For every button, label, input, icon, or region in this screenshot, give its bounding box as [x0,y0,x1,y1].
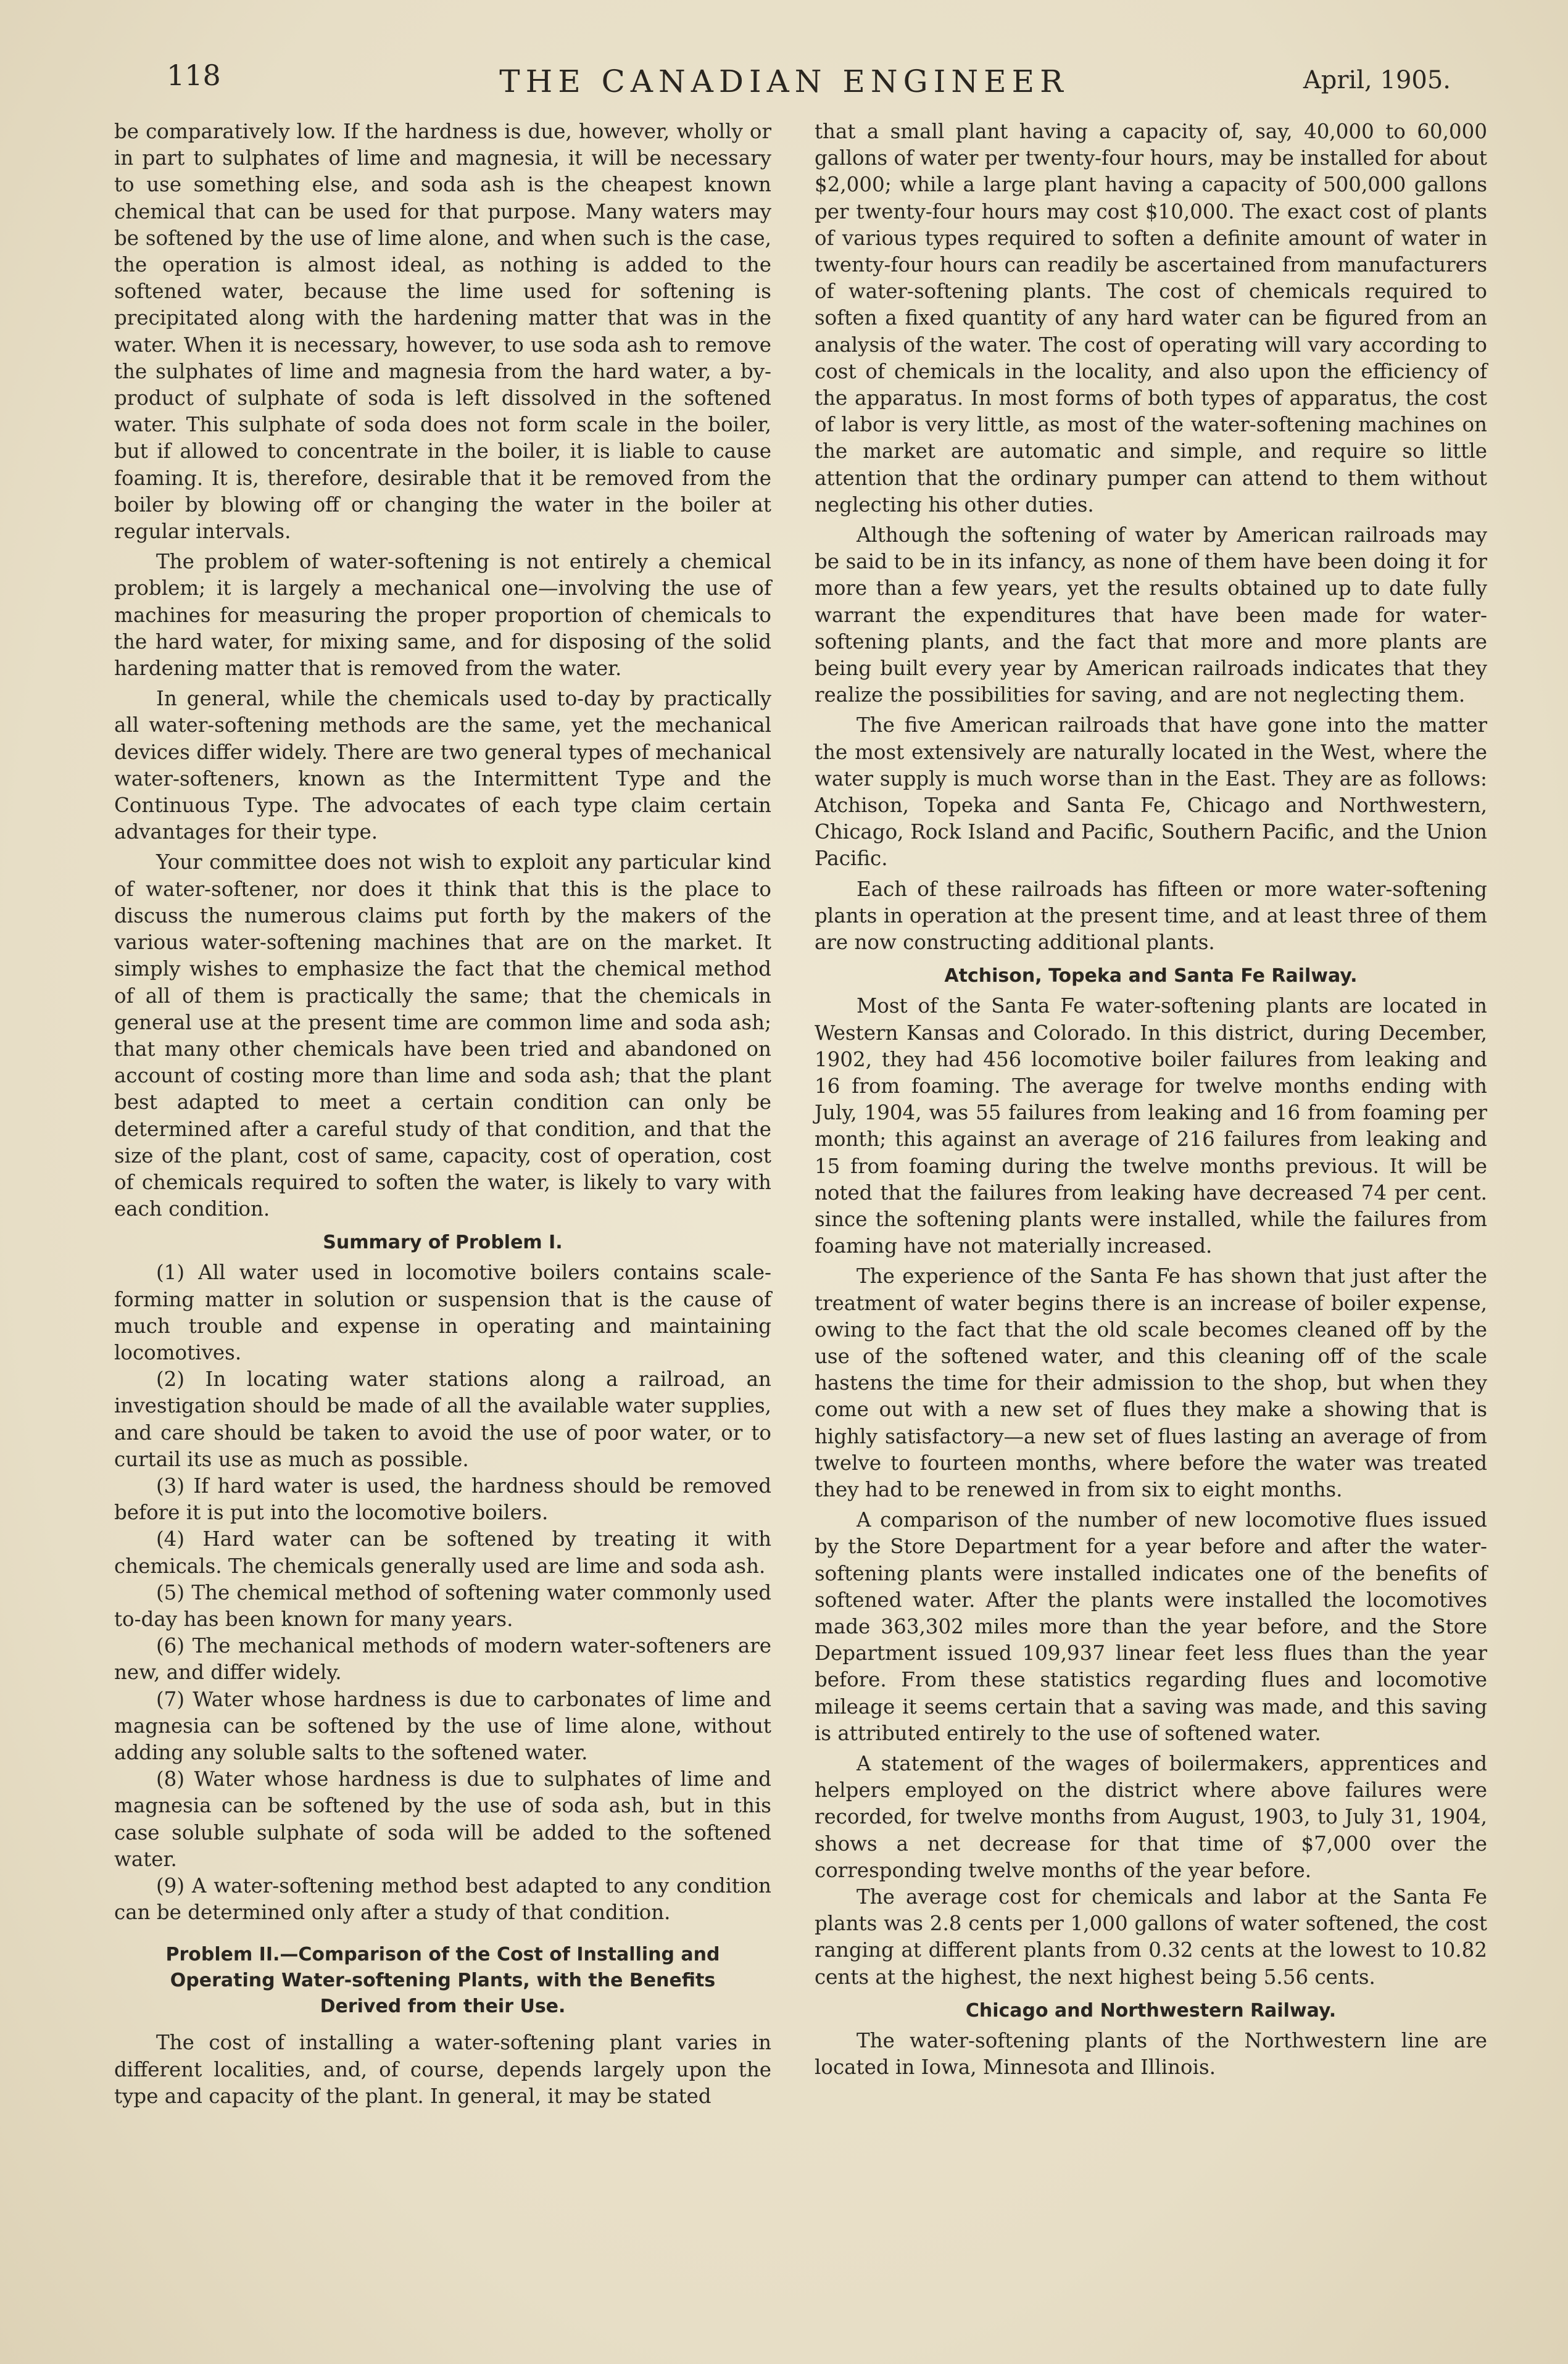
issue-date: April, 1905. [1303,66,1451,94]
section-heading: Atchison, Topeka and Santa Fe Railway. [944,965,1358,987]
paragraph: The problem of water-softening is not entirely a chemical problem; it is largely a mechanical one—involving the use of machines for measuring the proper proportion of chemicals to the hard water, for mixing same, and for disposing of the solid hardening matter that is removed from the water. [114,550,771,681]
section-heading-problem-2 [114,1942,771,2020]
page-header [86,59,1482,108]
summary-item: (4) Hard water can be softened by treating it with chemicals. The chemicals generally used are lime and soda ash. [114,1527,771,1578]
summary-item: (9) A water-softening method best adapted to any condition can be determined only after a study of that condition. [114,1874,771,1925]
summary-item: (1) All water used in locomotive boilers contains scale-forming matter in solution or suspension that is the cause of much trouble and expense in operating and maintaining locomotives. [114,1261,771,1364]
page-number: 118 [167,59,221,92]
paragraph: that a small plant having a capacity of, say, 40,000 to 60,000 gallons of water per twenty-four hours, may be installed for about $2,000; while a large plant having a capacity of 500,000 gallons per twenty-four hours may cost $10,000. The exact cost of plants of various types required to soften a definite amount of water in twenty-four hours can readily be ascertained from manufacturers of water-softening plants. The cost of chemicals required to soften a fixed quantity of any hard water can be figured from an analysis of the water. The cost of operating will vary according to cost of chemicals in the locality, and also upon the efficiency of the apparatus. In most forms of both types of apparatus, the cost of labor is very little, as most of the water-softening machines on the market are automatic and simple, and require so little attention that the ordinary pumper can attend to them without neglecting his other duties. [815,120,1487,516]
paragraph: A statement of the wages of boilermakers, apprentices and helpers employed on the district where above failures were recorded, for twelve months from August, 1903, to July 31, 1904, shows a net decrease for that time of $7,000 over the corresponding twelve months of the year before. [815,1751,1487,1882]
paragraph: Most of the Santa Fe water-softening plants are located in Western Kansas and Colorado. In this district, during December, 1902, they had 456 locomotive boiler failures from leaking and 16 from foaming. The average for twelve months ending with July, 1904, was 55 failures from leaking and 16 from foaming per month; this against an average of 216 failures from leaking and 15 from foaming during the twelve months previous. It will be noted that the failures from leaking have decreased 74 per cent. since the softening plants were installed, while the failures from foaming have not materially increased. [815,994,1487,1258]
paragraph: Although the softening of water by American railroads may be said to be in its infancy, as none of them have been doing it for more than a few years, yet the results obtained up to date fully warrant the expenditures that have been made for water-softening plants, and the fact that more and more plants are being built every year by American railroads indicates that they realize the possibilities for saving, and are not neglecting them. [815,523,1487,707]
section-heading: Summary of Problem I. [323,1232,563,1254]
heading-line: Problem II.—Comparison of the Cost of Installing and [165,1944,720,1966]
summary-item: (7) Water whose hardness is due to carbonates of lime and magnesia can be softened by the use of lime alone, without adding any soluble salts to the softened water. [114,1687,771,1764]
paragraph: Your committee does not wish to exploit any particular kind of water-softener, nor does it think that this is the place to discuss the numerous claims put forth by the makers of the various water-softening machines that are on the market. It simply wishes to emphasize the fact that the chemical method of all of them is practically the same; that the chemicals in general use at the present time are common lime and soda ash; that many other chemicals have been tried and abandoned on account of costing more than lime and soda ash; that the plant best adapted to meet a certain condition can only be determined after a careful study of that condition, and that the size of the plant, cost of same, capacity, cost of operation, cost of chemicals required to soften the water, is likely to vary with each condition. [114,850,771,1221]
heading-line: Operating Water-softening Plants, with the Benefits [170,1970,716,1992]
paragraph: The cost of installing a water-softening plant varies in different localities, and, of course, depends largely upon the type and capacity of the plant. In general, it may be stated [114,2031,771,2108]
paragraph: The five American railroads that have gone into the matter the most extensively are naturally located in the West, where the water supply is much worse than in the East. They are as follows: Atchison, Topeka and Santa Fe, Chicago and Northwestern, Chicago, Rock Island and Pacific, Southern Pacific, and the Union Pacific. [815,713,1487,871]
section-heading: Chicago and Northwestern Railway. [965,1999,1337,2022]
right-column [815,118,1487,2081]
paragraph: The water-softening plants of the Northwestern line are located in Iowa, Minnesota and Illinois. [815,2028,1487,2080]
paragraph: The experience of the Santa Fe has shown that just after the treatment of water begins there is an increase of boiler expense, owing to the fact that the old scale becomes cleaned off by the use of the softened water, and this cleaning off of the scale hastens the time for their admission to the shop, but when they come out with a new set of flues they make a showing that is highly satisfactory—a new set of flues lasting an average of from twelve to fourteen months, where before the water was treated they had to be renewed in from six to eight months. [815,1264,1487,1501]
paragraph: be comparatively low. If the hardness is due, however, wholly or in part to sulphates of lime and magnesia, it will be necessary to use something else, and soda ash is the cheapest known chemical that can be used for that purpose. Many waters may be softened by the use of lime alone, and when such is the case, the operation is almost ideal, as nothing is added to the softened water, because the lime used for softening is precipitated along with the hardening matter that was in the water. When it is necessary, however, to use soda ash to remove the sulphates of lime and magnesia from the hard water, a by-product of sulphate of soda is left dissolved in the softened water. This sulphate of soda does not form scale in the boiler, but if allowed to concentrate in the boiler, it is liable to cause foaming. It is, therefore, desirable that it be removed from the boiler by blowing off or changing the water in the boiler at regular intervals. [114,120,771,544]
paragraph: In general, while the chemicals used to-day by practically all water-softening methods are the same, yet the mechanical devices differ widely. There are two general types of mechanical water-softeners, known as the Intermittent Type and the Continuous Type. The advocates of each type claim certain advantages for their type. [114,687,771,844]
paragraph: A comparison of the number of new locomotive flues issued by the Store Department for a year before and after the water-softening plants were installed indicates one of the benefits of softened water. After the plants were installed the locomotives made 363,302 miles more than the year before, and the Store Department issued 109,937 linear feet less flues than the year before. From these statistics regarding flues and locomotive mileage it seems certain that a saving was made, and this saving is attributed entirely to the use of softened water. [815,1508,1487,1745]
paragraph: Each of these railroads has fifteen or more water-softening plants in operation at the present time, and at least three of them are now constructing additional plants. [815,877,1487,955]
summary-item: (5) The chemical method of softening water commonly used to-day has been known for many years. [114,1580,771,1631]
summary-item: (6) The mechanical methods of modern water-softeners are new, and differ widely. [114,1634,771,1685]
paragraph: The average cost for chemicals and labor at the Santa Fe plants was 2.8 cents per 1,000 gallons of water softened, the cost ranging at different plants from 0.32 cents at the lowest to 10.82 cents at the highest, the next highest being 5.56 cents. [815,1885,1487,1989]
summary-item: (2) In locating water stations along a railroad, an investigation should be made of all the available water supplies, and care should be taken to avoid the use of poor water, or to curtail its use as much as possible. [114,1367,771,1471]
left-column [114,118,771,2110]
summary-item: (3) If hard water is used, the hardness should be removed before it is put into the locomotive boilers. [114,1474,771,1525]
masthead-title: THE CANADIAN ENGINEER [499,64,1069,99]
summary-item: (8) Water whose hardness is due to sulphates of lime and magnesia can be softened by the use of soda ash, but in this case soluble sulphate of soda will be added to the softened water. [114,1767,771,1871]
heading-line: Derived from their Use. [320,1996,566,2018]
